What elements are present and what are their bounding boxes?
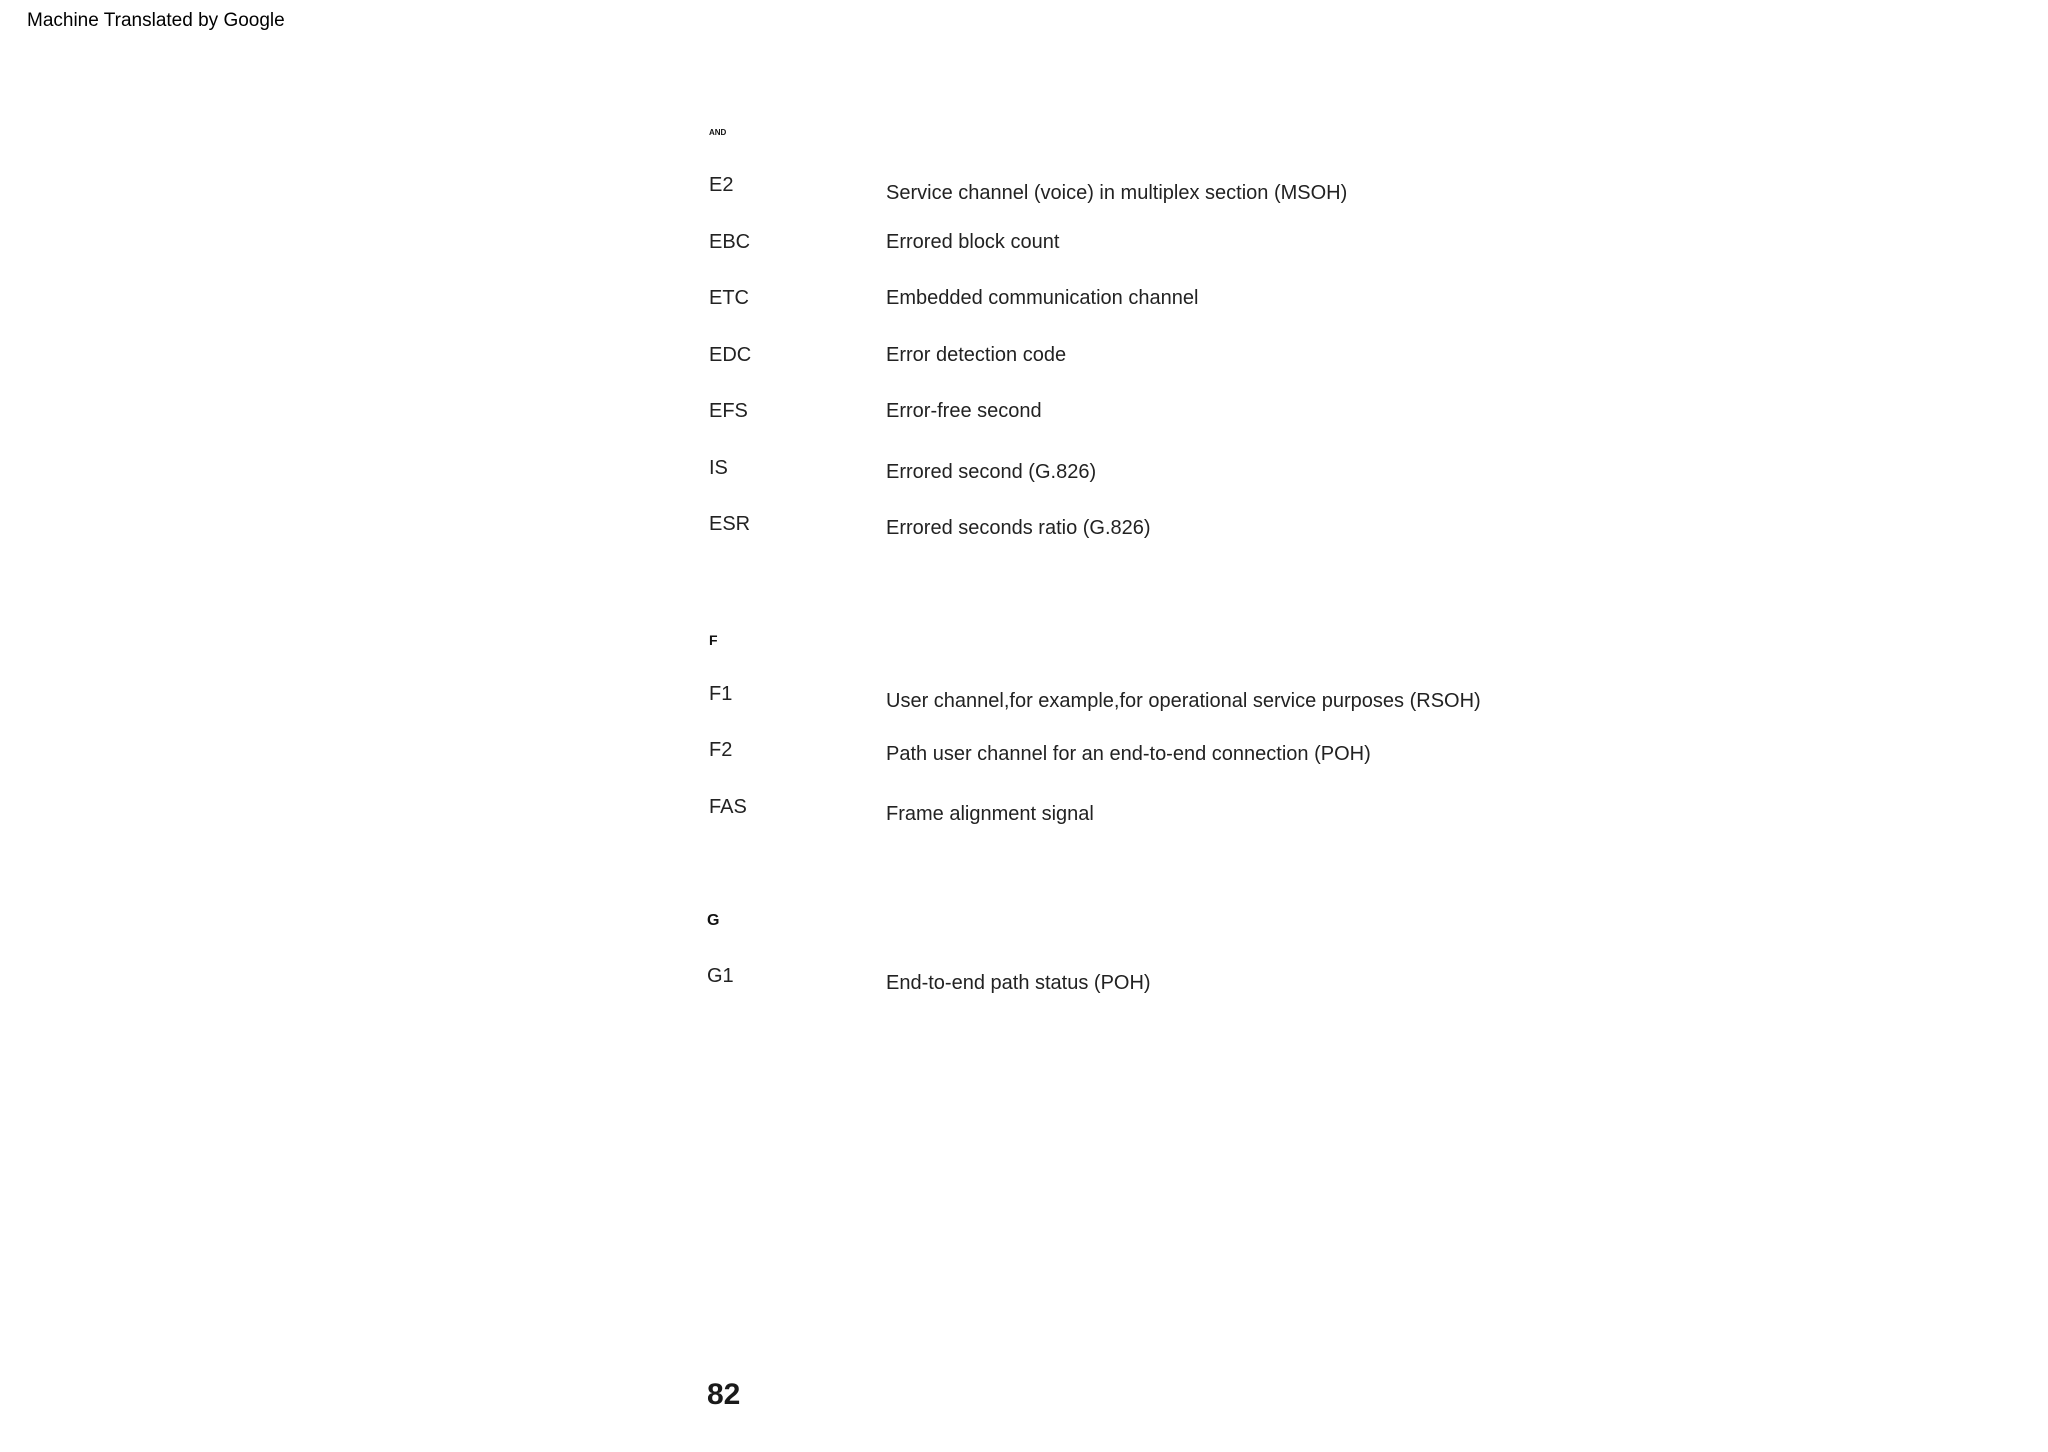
glossary-abbreviation: ETC — [709, 287, 749, 309]
glossary-abbreviation: F1 — [709, 683, 733, 705]
glossary-abbreviation: EFS — [709, 400, 748, 422]
glossary-abbreviation: EBC — [709, 231, 751, 253]
glossary-description: Path user channel for an end-to-end connection (POH) — [886, 743, 1371, 765]
glossary-description: Errored second (G.826) — [886, 461, 1097, 483]
page-number: 82 — [707, 1378, 741, 1411]
glossary-description: Errored seconds ratio (G.826) — [886, 517, 1151, 539]
section-heading-and: AND — [709, 128, 727, 137]
glossary-description: Error detection code — [886, 344, 1067, 366]
glossary-abbreviation: F2 — [709, 739, 733, 761]
glossary-abbreviation: E2 — [709, 174, 734, 196]
glossary-description: End-to-end path status (POH) — [886, 972, 1151, 994]
glossary-abbreviation: IS — [709, 457, 728, 479]
glossary-description: Embedded communication channel — [886, 287, 1199, 309]
glossary-description: Service channel (voice) in multiplex section (MSOH) — [886, 182, 1348, 204]
section-heading-g: G — [707, 912, 720, 929]
section-heading-f: F — [709, 632, 718, 648]
glossary-abbreviation: ESR — [709, 513, 751, 535]
glossary-abbreviation: FAS — [709, 796, 747, 818]
glossary-description: User channel,for example,for operational service purposes (RSOH) — [886, 690, 1481, 712]
glossary-description: Error-free second — [886, 400, 1042, 422]
glossary-abbreviation: G1 — [707, 965, 734, 987]
glossary-abbreviation: EDC — [709, 344, 752, 366]
machine-translation-banner: Machine Translated by Google — [27, 10, 285, 31]
glossary-description: Errored block count — [886, 231, 1060, 253]
glossary-description: Frame alignment signal — [886, 803, 1094, 825]
